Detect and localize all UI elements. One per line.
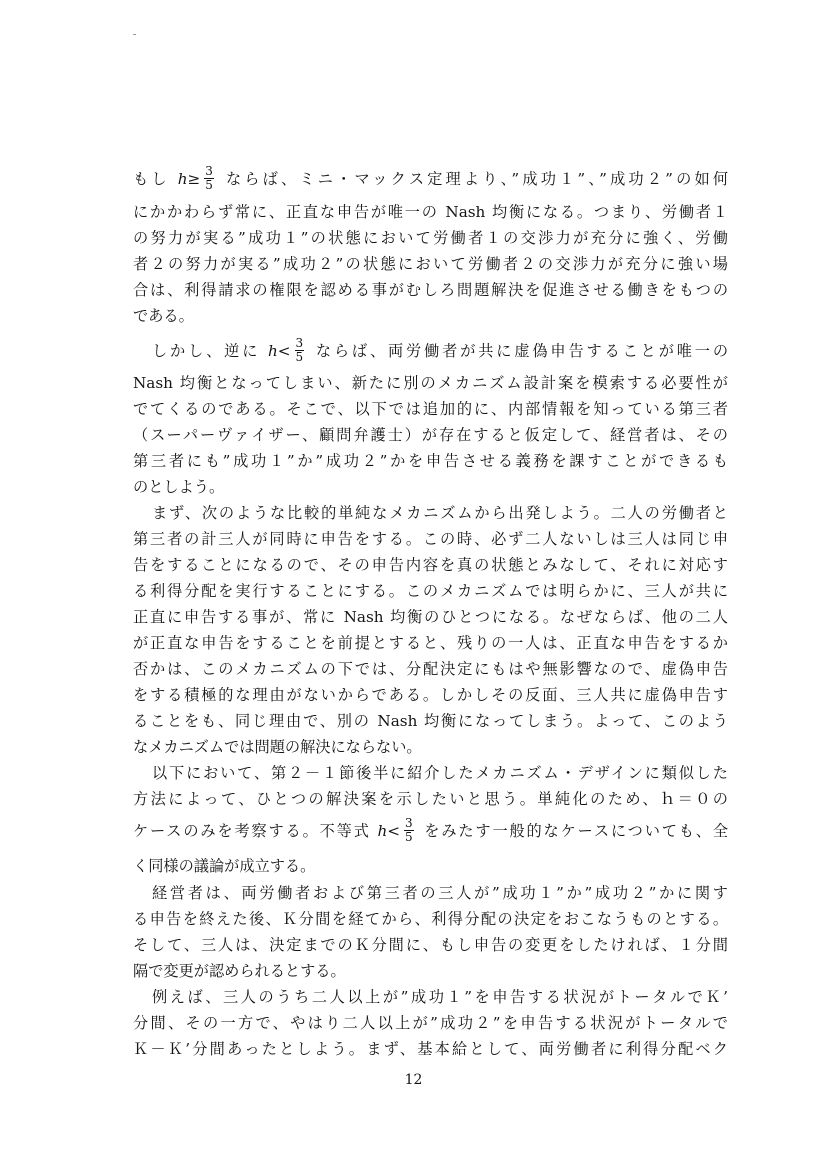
text-line: の努力が実る”成功１”の状態において労働者１の交渉力が充分に強く、労働 xyxy=(133,229,728,247)
text-line: なメカニズムでは問題の解決にならない。 xyxy=(133,738,422,756)
fraction-numerator: 3 xyxy=(205,163,213,178)
text-line: をする積極的な理由がないからである。しかしその反面、三人共に虚偽申告す xyxy=(133,686,728,704)
text-line: が正直な申告をすることを前提とすると、残りの一人は、正直な申告をするか xyxy=(133,634,728,652)
text-line xyxy=(133,815,729,844)
text-line: 者２の努力が実る”成功２”の状態において労働者２の交渉力が充分に強い場 xyxy=(133,255,728,273)
text-line: まず、次のような比較的単純なメカニズムから出発しよう。二人の労働者と xyxy=(152,504,728,522)
fraction-numerator: 3 xyxy=(404,815,413,830)
text-fragment: しかし、逆に xyxy=(152,342,261,360)
text-line: 経営者は、両労働者および第三者の三人が”成功１”か”成功２”かに関す xyxy=(152,884,728,902)
math-operator: < xyxy=(277,342,291,360)
text-line: 合は、利得請求の権限を認める事がむしろ問題解決を促進させる働きをもつの xyxy=(133,281,728,299)
text-line: 方法によって、ひとつの解決案を示したいと思う。単純化のため、ｈ＝０の xyxy=(133,790,728,808)
text-line: 分間、その一方で、やはり二人以上が”成功２”を申告する状況がトータルで xyxy=(133,1014,728,1032)
text-line: る利得分配を実行することにする。このメカニズムでは明らかに、三人が共に xyxy=(133,582,728,600)
text-line: 例えば、三人のうち二人以上が”成功１”を申告する状況がトータルでＫ’ xyxy=(152,988,728,1006)
text-line: 告をすることになるので、その申告内容を真の状態とみなして、それに対応す xyxy=(133,556,728,574)
text-line: Ｋ－Ｋ’分間あったとしよう。まず、基本給として、両労働者に利得分配ベク xyxy=(133,1040,728,1058)
fraction xyxy=(204,165,214,192)
math-variable: h xyxy=(177,170,188,188)
text-line: ることをも、同じ理由で、別の Nash 均衡になってしまう。よって、このよう xyxy=(133,712,728,730)
fraction xyxy=(404,817,414,844)
text-line: く同様の議論が成立する。 xyxy=(133,857,316,875)
text-line: （スーパーヴァイザー、顧問弁護士）が存在すると仮定して、経営者は、その xyxy=(133,426,728,444)
fraction-numerator: 3 xyxy=(295,335,304,350)
text-line xyxy=(152,335,729,364)
text-fragment: もし xyxy=(133,170,170,188)
text-line: Nash 均衡となってしまい、新たに別のメカニズム設計案を模索する必要性が xyxy=(133,374,728,392)
text-line: である。 xyxy=(133,307,194,325)
text-line: そして、三人は、決定までのＫ分間に、もし申告の変更をしたければ、１分間 xyxy=(133,936,728,954)
text-line: のとしよう。 xyxy=(133,478,225,496)
fraction-denominator: 5 xyxy=(295,349,304,364)
text-fragment: をみたす一般的なケースについても、全 xyxy=(424,822,729,840)
text-line: 隔で変更が認められるとする。 xyxy=(133,962,346,980)
text-line: 以下において、第２－１節後半に紹介したメカニズム・デザインに類似した xyxy=(152,764,728,782)
fraction-denominator: 5 xyxy=(404,829,413,844)
text-line: る申告を終えた後、Ｋ分間を経てから、利得分配の決定をおこなうものとする。 xyxy=(133,910,728,928)
fraction-denominator: 5 xyxy=(205,177,213,192)
math-operator: ≥ xyxy=(187,170,201,188)
text-line: 否かは、このメカニズムの下では、分配決定にもはや無影響なので、虚偽申告 xyxy=(133,660,728,678)
text-line: 正直に申告する事が、常に Nash 均衡のひとつになる。なぜならば、他の二人 xyxy=(133,608,728,626)
text-line: 第三者の計三人が同時に申告をする。この時、必ず二人ないしは三人は同じ申 xyxy=(133,530,728,548)
text-line: 第三者にも”成功１”か”成功２”かを申告させる義務を課すことができるも xyxy=(133,452,728,470)
text-line: にかかわらず常に、正直な申告が唯一の Nash 均衡になる。つまり、労働者１ xyxy=(133,203,728,221)
scan-mark xyxy=(133,34,136,35)
math-operator: < xyxy=(387,822,400,840)
text-line: でてくるのである。そこで、以下では追加的に、内部情報を知っている第三者 xyxy=(133,400,728,418)
page-number: 12 xyxy=(404,1072,423,1088)
text-fragment: ケースのみを考察する。不等式 xyxy=(133,822,371,840)
math-variable: h xyxy=(377,822,388,840)
fraction xyxy=(295,337,305,364)
text-fragment: ならば、両労働者が共に虚偽申告することが唯一の xyxy=(315,342,729,360)
text-line xyxy=(133,163,729,192)
text-fragment: ならば、ミニ・マックス定理より、”成功１”、”成功２”の如何 xyxy=(225,170,729,188)
math-variable: h xyxy=(267,342,278,360)
